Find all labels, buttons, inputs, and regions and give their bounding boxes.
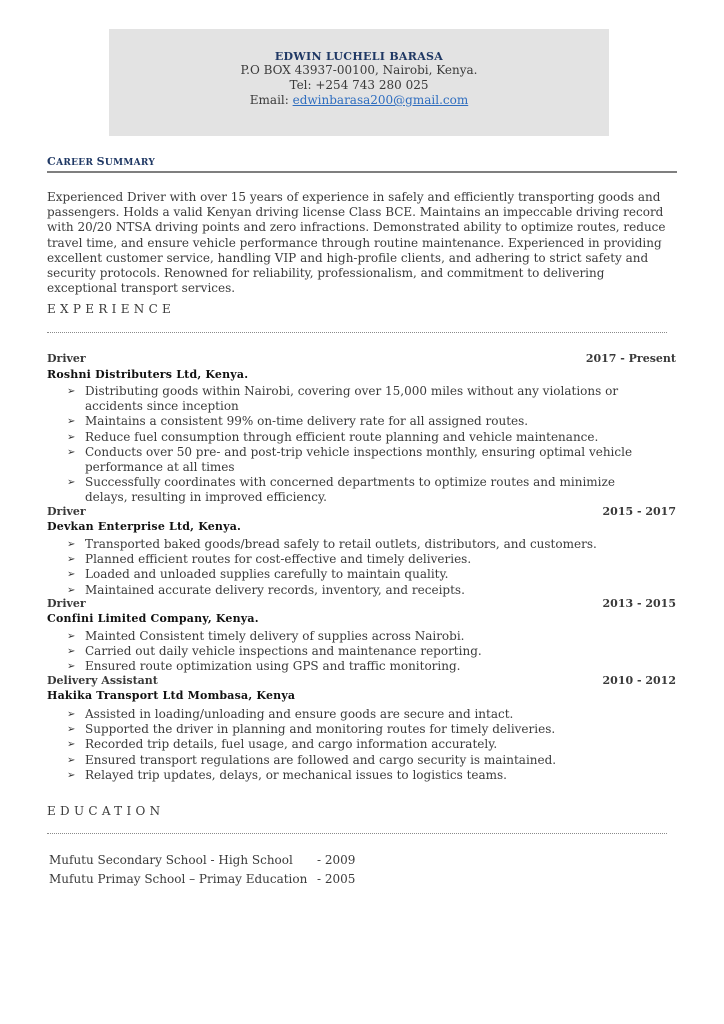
- bullet-text: Loaded and unloaded supplies carefully to maintain quality.: [85, 567, 449, 582]
- school-name: Mufutu Secondary School - High School: [49, 853, 293, 867]
- job-title: Driver: [47, 597, 86, 610]
- list-item: [67, 737, 647, 752]
- job-title: Driver: [47, 505, 86, 518]
- job-company: Confini Limited Company, Kenya.: [47, 612, 259, 625]
- job-bullets: [67, 537, 647, 598]
- arrow-bullet-icon: ➢: [67, 554, 76, 566]
- list-item: [67, 583, 647, 598]
- list-item: [67, 552, 647, 567]
- arrow-bullet-icon: ➢: [67, 739, 76, 751]
- career-summary-heading: [47, 155, 155, 168]
- list-item: [67, 768, 647, 783]
- arrow-bullet-icon: ➢: [67, 416, 76, 428]
- bullet-text: Ensured transport regulations are followed and cargo security is maintained.: [85, 752, 557, 767]
- arrow-bullet-icon: ➢: [67, 754, 76, 766]
- arrow-bullet-icon: ➢: [67, 584, 76, 596]
- summary-text: Experienced Driver with over 15 years of experience in safely and efficiently transporting goods and passengers. Holds a valid Kenyan driving license Class BCE. Maintains an impeccable driving record with 20/20 NTSA driving points and zero infractions. Demonstrated ability to optimize routes, reduce travel time, and ensure vehicle performance through routine maintenance. Experienced in providing excellent customer service, handling VIP and high-profile clients, and adhering to strict safety and security protocols. Renowned for reliability, professionalism, and commitment to delivering exceptional transport services.: [47, 190, 666, 296]
- list-item: [67, 384, 647, 414]
- bullet-text: Planned efficient routes for cost-effective and timely deliveries.: [85, 552, 472, 567]
- bullet-text: Recorded trip details, fuel usage, and cargo information accurately.: [85, 737, 498, 752]
- bullet-text: Transported baked goods/bread safely to retail outlets, distributors, and customers.: [85, 537, 597, 551]
- education-heading: EDUCATION: [47, 804, 165, 818]
- heading-initial: S: [96, 155, 105, 168]
- arrow-bullet-icon: ➢: [67, 661, 76, 673]
- job-company: Devkan Enterprise Ltd, Kenya.: [47, 520, 242, 533]
- address-line: P.O BOX 43937-00100, Nairobi, Kenya.: [240, 63, 478, 77]
- list-item: [67, 722, 647, 737]
- list-item: [67, 659, 647, 674]
- job-dates: 2010 - 2012: [602, 674, 676, 687]
- job-bullets: [67, 384, 647, 506]
- bullet-text: Ensured route optimization using GPS and traffic monitoring.: [85, 659, 461, 674]
- education-year: - 2009: [317, 853, 356, 867]
- job-bullets: [67, 629, 647, 675]
- bullet-text: Relayed trip updates, delays, or mechanical issues to logistics teams.: [85, 767, 507, 782]
- email-line: [109, 93, 609, 108]
- phone-line: Tel: +254 743 280 025: [289, 78, 429, 92]
- arrow-bullet-icon: ➢: [67, 431, 76, 443]
- arrow-bullet-icon: ➢: [67, 709, 76, 720]
- arrow-bullet-icon: ➢: [67, 446, 76, 458]
- job-bullets: [67, 707, 647, 783]
- arrow-bullet-icon: ➢: [67, 724, 76, 736]
- bullet-text: Successfully coordinates with concerned departments to optimize routes and minimize delays, resulting in improved efficiency.: [85, 475, 615, 505]
- list-item: [67, 475, 647, 505]
- experience-divider: [47, 332, 667, 333]
- job-dates: 2017 - Present: [585, 352, 676, 365]
- list-item: [67, 414, 647, 429]
- bullet-text: Assisted in loading/unloading and ensure goods are secure and intact.: [85, 707, 514, 721]
- list-item: [67, 707, 647, 722]
- arrow-bullet-icon: ➢: [67, 539, 76, 550]
- candidate-name: EDWIN LUCHELI BARASA: [274, 50, 444, 63]
- arrow-bullet-icon: ➢: [67, 569, 76, 581]
- job-title: Driver: [47, 352, 86, 365]
- arrow-bullet-icon: ➢: [67, 386, 76, 397]
- arrow-bullet-icon: ➢: [67, 477, 76, 489]
- arrow-bullet-icon: ➢: [67, 646, 76, 658]
- bullet-text: Reduce fuel consumption through efficient route planning and vehicle maintenance.: [85, 429, 599, 444]
- school-name: Mufutu Primay School – Primay Education: [49, 872, 308, 886]
- email-label: Email:: [249, 93, 293, 107]
- heading-initial: C: [47, 155, 57, 168]
- list-item: [67, 644, 647, 659]
- job-company: Roshni Distributers Ltd, Kenya.: [47, 368, 249, 381]
- list-item: [67, 445, 647, 475]
- bullet-text: Supported the driver in planning and monitoring routes for timely deliveries.: [85, 722, 556, 737]
- education-item: [49, 853, 355, 867]
- job-title: Delivery Assistant: [47, 674, 158, 687]
- arrow-bullet-icon: ➢: [67, 769, 76, 781]
- list-item: [67, 430, 647, 445]
- list-item: [67, 537, 647, 552]
- heading-part: UMMARY: [104, 158, 156, 168]
- education-divider: [47, 833, 667, 834]
- job-dates: 2015 - 2017: [602, 505, 676, 518]
- bullet-text: Maintains a consistent 99% on-time delivery rate for all assigned routes.: [85, 414, 529, 429]
- bullet-text: Carried out daily vehicle inspections and maintenance reporting.: [85, 644, 482, 659]
- job-dates: 2013 - 2015: [602, 597, 676, 610]
- email-link[interactable]: edwinbarasa200@gmail.com: [292, 93, 469, 107]
- arrow-bullet-icon: ➢: [67, 631, 76, 642]
- job-company: Hakika Transport Ltd Mombasa, Kenya: [47, 689, 296, 702]
- bullet-text: Mainted Consistent timely delivery of supplies across Nairobi.: [85, 629, 465, 643]
- bullet-text: Distributing goods within Nairobi, covering over 15,000 miles without any violations or accidents since inception: [85, 384, 619, 414]
- bullet-text: Conducts over 50 pre- and post-trip vehicle inspections monthly, ensuring optimal vehicle performance at all times: [85, 444, 633, 475]
- heading-part: AREER: [56, 158, 97, 168]
- list-item: [67, 753, 647, 768]
- education-year: - 2005: [317, 872, 356, 886]
- list-item: [67, 567, 647, 582]
- contact-header: [109, 29, 609, 136]
- summary-divider: [47, 171, 677, 173]
- experience-heading: EXPERIENCE: [47, 302, 176, 316]
- list-item: [67, 629, 647, 644]
- bullet-text: Maintained accurate delivery records, inventory, and receipts.: [85, 582, 465, 597]
- education-item: [49, 872, 355, 886]
